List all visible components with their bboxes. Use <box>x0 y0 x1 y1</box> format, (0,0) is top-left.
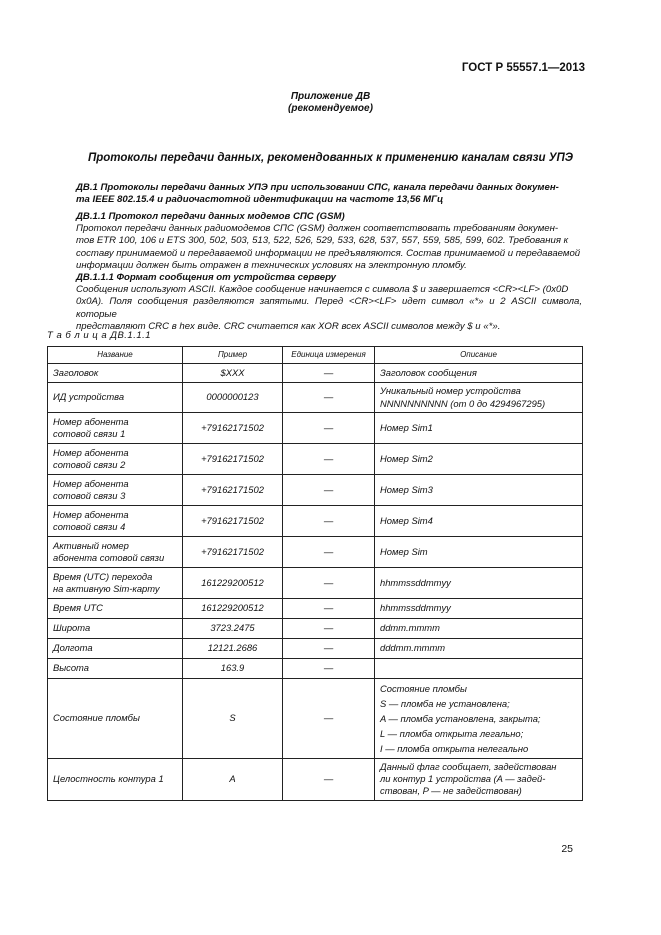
cell-name-line: сотовой связи 4 <box>53 521 126 532</box>
cell-unit: — <box>283 506 375 537</box>
paragraph-line: представляют CRC в hex виде. CRC считается как XOR всех ASCII символов между $ и «*». <box>76 321 501 333</box>
cell-name-line: Высота <box>53 662 89 674</box>
cell-name-line: Долгота <box>53 642 93 654</box>
table-row <box>48 537 583 568</box>
cell-description-line: S — пломба не установлена; <box>380 698 510 709</box>
cell-name <box>48 619 183 639</box>
table-row <box>48 599 583 619</box>
cell-name <box>48 537 183 568</box>
standard-number: ГОСТ Р 55557.1—2013 <box>461 62 585 74</box>
table-row <box>48 639 583 659</box>
cell-name <box>48 383 183 413</box>
col-header-name: Название <box>48 347 183 364</box>
table-row <box>48 619 583 639</box>
paragraph-line: тов ETR 100, 106 и ETS 300, 502, 503, 513, 522, 526, 529, 533, 628, 537, 557, 559, 585, 599, 602. Требования к <box>76 235 569 247</box>
cell-name-line: Широта <box>53 622 91 634</box>
cell-description <box>375 413 583 444</box>
cell-name <box>48 759 183 801</box>
cell-name-line: Время (UTC) перехода <box>53 570 153 582</box>
cell-description-line: dddmm.mmmm <box>380 642 446 654</box>
cell-description-line: Номер Sim3 <box>380 483 433 495</box>
cell-name <box>48 475 183 506</box>
cell-description-line: hhmmssddmmyy <box>380 602 451 614</box>
cell-description <box>375 599 583 619</box>
cell-example: 161229200512 <box>183 568 283 599</box>
table-row <box>48 364 583 383</box>
cell-unit: — <box>283 568 375 599</box>
main-title: Протоколы передачи данных, рекомендованных к применению каналам связи УПЭ <box>87 152 574 164</box>
cell-unit: — <box>283 679 375 759</box>
cell-description-line: Номер Sim1 <box>380 421 433 433</box>
cell-example: +79162171502 <box>183 537 283 568</box>
cell-example: 0000000123 <box>183 383 283 413</box>
cell-description <box>375 619 583 639</box>
cell-description-line: I — пломба открыта нелегально <box>380 743 529 754</box>
section-dv1-heading <box>76 182 582 207</box>
section-dv11-paragraph <box>76 223 582 273</box>
appendix-heading <box>0 91 661 115</box>
cell-unit: — <box>283 364 375 383</box>
table-row <box>48 759 583 801</box>
cell-description <box>375 679 583 759</box>
cell-name <box>48 444 183 475</box>
paragraph-line: 0x0A). Поля сообщения разделяются запятыми. Перед <CR><LF> идет символ «*» и 2 ASCII символа, которые <box>76 296 582 320</box>
cell-unit: — <box>283 383 375 413</box>
col-header-example: Пример <box>183 347 283 364</box>
cell-description <box>375 639 583 659</box>
cell-name <box>48 506 183 537</box>
cell-description-line: A — пломба установлена, закрыта; <box>380 713 541 724</box>
paragraph-line: информации должен быть отражен в технических условиях на электронную пломбу. <box>76 260 467 272</box>
page-number: 25 <box>561 843 573 855</box>
cell-name <box>48 639 183 659</box>
appendix-title: Приложение ДВ <box>290 91 371 102</box>
cell-unit: — <box>283 759 375 801</box>
section-dv111-heading: ДВ.1.1.1 Формат сообщения от устройства серверу <box>76 272 337 283</box>
cell-example: +79162171502 <box>183 506 283 537</box>
table-row <box>48 506 583 537</box>
cell-name-line: Заголовок <box>53 366 99 378</box>
cell-name-line: ИД устройства <box>53 391 125 403</box>
cell-name <box>48 599 183 619</box>
cell-name <box>48 659 183 679</box>
table-row <box>48 383 583 413</box>
cell-name-line: Номер абонента <box>53 446 129 458</box>
table-row <box>48 413 583 444</box>
cell-description-line: NNNNNNNNNN (от 0 до 4294967295) <box>380 397 546 409</box>
cell-description-line: Номер Sim2 <box>380 452 433 464</box>
cell-name-line: Номер абонента <box>53 508 129 520</box>
cell-name-line: Целостность контура 1 <box>53 773 164 785</box>
cell-example: A <box>183 759 283 801</box>
cell-description <box>375 364 583 383</box>
paragraph-line: Сообщения используют ASCII. Каждое сообщение начинается с символа $ и завершается <CR><LF> (0x0D <box>76 284 569 295</box>
cell-example: +79162171502 <box>183 413 283 444</box>
cell-description-line: hhmmssddmmyy <box>380 576 451 588</box>
cell-name <box>48 413 183 444</box>
cell-name-line: сотовой связи 1 <box>53 428 126 439</box>
cell-description-line: L — пломба открыта легально; <box>380 728 524 739</box>
cell-unit: — <box>283 659 375 679</box>
cell-unit: — <box>283 599 375 619</box>
cell-name-line: сотовой связи 2 <box>53 459 126 470</box>
cell-name-line: на активную Sim-карту <box>53 583 160 594</box>
cell-name-line: Активный номер <box>53 539 129 551</box>
cell-description-line: Номер Sim4 <box>380 514 433 526</box>
cell-description-line: ddmm.mmmm <box>380 622 440 634</box>
table-header-row <box>48 347 583 364</box>
cell-description-line: ствован, P — не задействован) <box>380 785 522 797</box>
section-dv111-paragraph <box>76 284 582 334</box>
cell-example: 3723.2475 <box>183 619 283 639</box>
table-caption: Т а б л и ц а ДВ.1.1.1 <box>47 330 152 341</box>
cell-description-line: Номер Sim <box>380 545 428 557</box>
data-table <box>47 346 583 801</box>
cell-description-line: Уникальный номер устройства <box>380 385 521 397</box>
cell-example: 12121.2686 <box>183 639 283 659</box>
section-dv1-heading-line2: та IEEE 802.15.4 и радиочастотной идентификации на частоте 13,56 МГц <box>76 194 444 206</box>
cell-name <box>48 364 183 383</box>
col-header-unit: Единица измерения <box>283 347 375 364</box>
table-row <box>48 659 583 679</box>
cell-unit: — <box>283 475 375 506</box>
table-row <box>48 568 583 599</box>
cell-description-line: Заголовок сообщения <box>380 366 477 378</box>
cell-name-line: Время UTC <box>53 602 103 614</box>
table-row <box>48 475 583 506</box>
table-row <box>48 444 583 475</box>
cell-example: 161229200512 <box>183 599 283 619</box>
cell-description-line: ли контур 1 устройства (A — задей- <box>380 773 546 785</box>
cell-name <box>48 679 183 759</box>
cell-unit: — <box>283 413 375 444</box>
cell-name-line: абонента сотовой связи <box>53 552 165 563</box>
cell-description <box>375 659 583 679</box>
cell-name-line: Номер абонента <box>53 415 129 427</box>
cell-example: +79162171502 <box>183 444 283 475</box>
cell-description <box>375 537 583 568</box>
cell-description <box>375 568 583 599</box>
cell-unit: — <box>283 639 375 659</box>
paragraph-line: Протокол передачи данных радиомодемов СПС (GSM) должен соответствовать требованиям докумен- <box>76 223 559 234</box>
cell-description <box>375 475 583 506</box>
cell-unit: — <box>283 444 375 475</box>
cell-unit: — <box>283 619 375 639</box>
cell-description-line: Данный флаг сообщает, задействован <box>380 761 557 772</box>
cell-example: $XXX <box>183 364 283 383</box>
cell-description <box>375 759 583 801</box>
cell-unit: — <box>283 537 375 568</box>
cell-name-line: Состояние пломбы <box>53 712 140 724</box>
cell-description <box>375 506 583 537</box>
cell-example: +79162171502 <box>183 475 283 506</box>
table-row <box>48 679 583 759</box>
cell-description <box>375 444 583 475</box>
section-dv1-heading-line1: ДВ.1 Протоколы передачи данных УПЭ при использовании СПС, канала передачи данных докумен- <box>76 182 559 193</box>
cell-example: S <box>183 679 283 759</box>
cell-name-line: Номер абонента <box>53 477 129 489</box>
section-dv11-heading: ДВ.1.1 Протокол передачи данных модемов СПС (GSM) <box>76 211 345 222</box>
cell-description-line: Состояние пломбы <box>380 683 467 694</box>
appendix-subtitle: (рекомендуемое) <box>288 103 373 114</box>
cell-description <box>375 383 583 413</box>
paragraph-line: составу принимаемой и передаваемой информации не предъявляются. Состав принимаемой и передаваемой <box>76 247 581 259</box>
col-header-description: Описание <box>375 347 583 364</box>
cell-name-line: сотовой связи 3 <box>53 490 126 501</box>
cell-name <box>48 568 183 599</box>
cell-example: 163.9 <box>183 659 283 679</box>
